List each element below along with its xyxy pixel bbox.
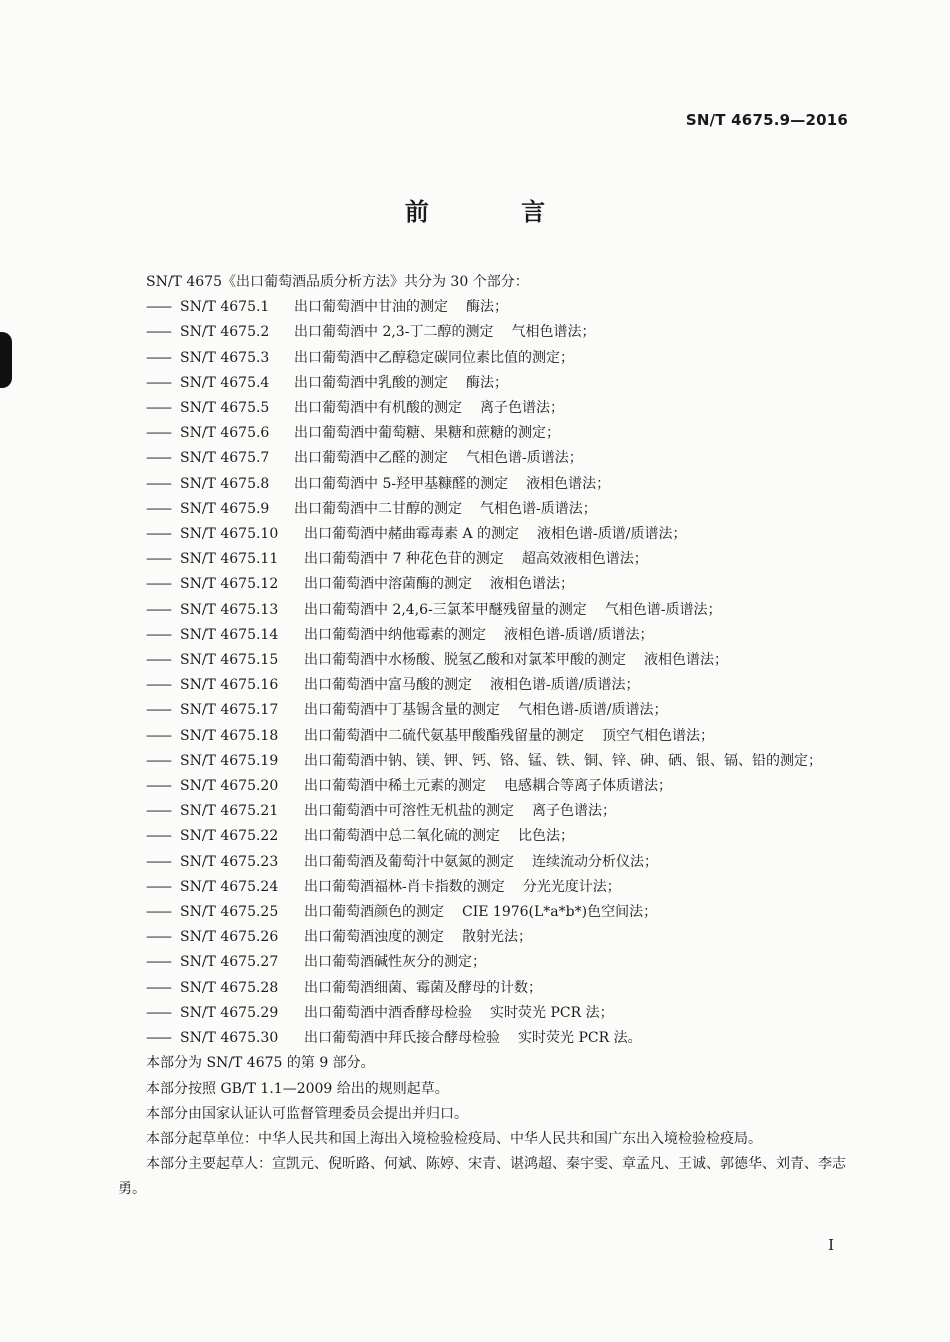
part-method: 比色法； xyxy=(518,828,574,845)
part-name: 出口葡萄酒中水杨酸、脱氢乙酸和对氯苯甲酸的测定 xyxy=(304,652,626,669)
part-method: 气相色谱-质谱法； xyxy=(466,450,583,467)
list-dash: —— xyxy=(146,475,170,492)
list-item xyxy=(118,648,858,673)
list-dash: —— xyxy=(146,1030,170,1047)
foreword-paragraph: 本部分起草单位：中华人民共和国上海出入境检验检疫局、中华人民共和国广东出入境检验检疫局。 xyxy=(146,1130,762,1147)
part-code: SN/T 4675.5 xyxy=(180,400,270,417)
part-method: 气相色谱-质谱法； xyxy=(480,500,597,517)
list-dash: —— xyxy=(146,878,170,895)
list-item xyxy=(118,572,858,597)
part-name: 出口葡萄酒中 7 种花色苷的测定 xyxy=(304,551,504,568)
part-name: 出口葡萄酒中钠、镁、钾、钙、铬、锰、铁、铜、锌、砷、硒、银、镉、铅的测定； xyxy=(304,752,822,769)
list-dash: —— xyxy=(146,677,170,694)
part-name: 出口葡萄酒福林-肖卡指数的测定 xyxy=(304,878,505,895)
part-name: 出口葡萄酒碱性灰分的测定； xyxy=(304,954,486,971)
part-name: 出口葡萄酒中甘油的测定 xyxy=(294,299,448,316)
standard-code-header: SN/T 4675.9—2016 xyxy=(685,111,848,129)
part-code: SN/T 4675.29 xyxy=(180,1004,279,1021)
part-method: 气相色谱-质谱/质谱法； xyxy=(518,702,668,719)
part-name: 出口葡萄酒中可溶性无机盐的测定 xyxy=(304,803,514,820)
list-item xyxy=(118,673,858,698)
list-dash: —— xyxy=(146,828,170,845)
part-method: 散射光法； xyxy=(462,929,532,946)
part-name: 出口葡萄酒中二硫代氨基甲酸酯残留量的测定 xyxy=(304,727,584,744)
part-method: 超高效液相色谱法； xyxy=(521,551,648,568)
part-name: 出口葡萄酒中 2,3-丁二醇的测定 xyxy=(294,324,494,341)
part-list xyxy=(118,295,858,1051)
part-code: SN/T 4675.27 xyxy=(180,954,279,971)
part-method: 离子色谱法； xyxy=(532,803,616,820)
part-method: 离子色谱法； xyxy=(480,400,564,417)
part-name: 出口葡萄酒中酒香酵母检验 xyxy=(304,1004,472,1021)
list-item xyxy=(118,1026,858,1051)
part-method: 分光光度计法； xyxy=(522,878,621,895)
list-item xyxy=(118,925,858,950)
part-code: SN/T 4675.28 xyxy=(180,979,279,996)
list-item xyxy=(118,497,858,522)
part-code: SN/T 4675.22 xyxy=(180,828,279,845)
list-item xyxy=(118,950,858,975)
list-item xyxy=(118,320,858,345)
part-code: SN/T 4675.1 xyxy=(180,299,270,316)
part-code: SN/T 4675.10 xyxy=(180,526,279,543)
list-item xyxy=(118,598,858,623)
list-dash: —— xyxy=(146,778,170,795)
part-code: SN/T 4675.14 xyxy=(180,626,279,643)
part-code: SN/T 4675.7 xyxy=(180,450,270,467)
part-name: 出口葡萄酒中葡萄糖、果糖和蔗糖的测定； xyxy=(294,425,560,442)
part-method: 实时荧光 PCR 法。 xyxy=(518,1030,642,1047)
list-dash: —— xyxy=(146,652,170,669)
list-dash: —— xyxy=(146,551,170,568)
list-dash: —— xyxy=(146,374,170,391)
part-code: SN/T 4675.20 xyxy=(180,778,279,795)
part-code: SN/T 4675.19 xyxy=(180,752,279,769)
list-dash: —— xyxy=(146,601,170,618)
list-dash: —— xyxy=(146,702,170,719)
intro-line: SN/T 4675《出口葡萄酒品质分析方法》共分为 30 个部分： xyxy=(146,274,529,290)
list-item xyxy=(118,774,858,799)
part-name: 出口葡萄酒中有机酸的测定 xyxy=(294,400,462,417)
list-dash: —— xyxy=(146,500,170,517)
part-code: SN/T 4675.21 xyxy=(180,803,279,820)
list-dash: —— xyxy=(146,727,170,744)
list-item xyxy=(118,875,858,900)
list-item xyxy=(118,824,858,849)
list-dash: —— xyxy=(146,299,170,316)
part-method: 酶法； xyxy=(466,299,508,316)
part-code: SN/T 4675.26 xyxy=(180,929,279,946)
list-dash: —— xyxy=(146,752,170,769)
part-name: 出口葡萄酒中丁基锡含量的测定 xyxy=(304,702,500,719)
list-item xyxy=(118,446,858,471)
part-method: 电感耦合等离子体质谱法； xyxy=(504,778,672,795)
list-item xyxy=(118,900,858,925)
list-dash: —— xyxy=(146,1004,170,1021)
part-code: SN/T 4675.18 xyxy=(180,727,279,744)
part-name: 出口葡萄酒中乙醇稳定碳同位素比值的测定； xyxy=(294,349,574,366)
part-method: 液相色谱法； xyxy=(644,652,728,669)
part-method: 液相色谱-质谱/质谱法； xyxy=(490,677,640,694)
part-name: 出口葡萄酒颜色的测定 xyxy=(304,904,444,921)
part-method: 液相色谱法； xyxy=(526,475,611,492)
foreword-paragraphs xyxy=(118,1051,858,1202)
part-name: 出口葡萄酒中乳酸的测定 xyxy=(294,374,448,391)
part-name: 出口葡萄酒浊度的测定 xyxy=(304,929,444,946)
part-method: 连续流动分析仪法； xyxy=(532,853,658,870)
list-dash: —— xyxy=(146,425,170,442)
list-item xyxy=(118,724,858,749)
part-name: 出口葡萄酒中赭曲霉毒素 A 的测定 xyxy=(304,526,520,543)
part-code: SN/T 4675.25 xyxy=(180,904,279,921)
list-item xyxy=(118,295,858,320)
list-item xyxy=(118,371,858,396)
part-name: 出口葡萄酒中 2,4,6-三氯苯甲醚残留量的测定 xyxy=(304,601,587,618)
part-method: 实时荧光 PCR 法； xyxy=(490,1004,614,1021)
list-item xyxy=(118,421,858,446)
foreword-content xyxy=(118,270,858,1203)
list-item xyxy=(118,396,858,421)
part-name: 出口葡萄酒中富马酸的测定 xyxy=(304,677,472,694)
list-dash: —— xyxy=(146,526,170,543)
part-method: 液相色谱-质谱/质谱法； xyxy=(537,526,687,543)
part-name: 出口葡萄酒中稀土元素的测定 xyxy=(304,778,486,795)
list-item xyxy=(118,850,858,875)
list-dash: —— xyxy=(146,954,170,971)
foreword-paragraph: 本部分为 SN/T 4675 的第 9 部分。 xyxy=(146,1055,375,1072)
part-method: 酶法； xyxy=(466,374,508,391)
part-code: SN/T 4675.4 xyxy=(180,374,270,391)
list-dash: —— xyxy=(146,803,170,820)
part-name: 出口葡萄酒中 5-羟甲基糠醛的测定 xyxy=(294,475,509,492)
list-dash: —— xyxy=(146,626,170,643)
part-method: 液相色谱-质谱/质谱法； xyxy=(504,626,654,643)
page-number: I xyxy=(828,1236,834,1254)
part-method: 顶空气相色谱法； xyxy=(602,727,714,744)
part-name: 出口葡萄酒中乙醛的测定 xyxy=(294,450,448,467)
list-item xyxy=(118,1001,858,1026)
part-code: SN/T 4675.12 xyxy=(180,576,279,593)
part-name: 出口葡萄酒中总二氧化硫的测定 xyxy=(304,828,500,845)
part-method: 气相色谱法； xyxy=(511,324,596,341)
list-item xyxy=(118,623,858,648)
part-name: 出口葡萄酒细菌、霉菌及酵母的计数； xyxy=(304,979,542,996)
list-item xyxy=(118,346,858,371)
list-item xyxy=(118,472,858,497)
part-name: 出口葡萄酒中纳他霉素的测定 xyxy=(304,626,486,643)
list-dash: —— xyxy=(146,400,170,417)
part-code: SN/T 4675.8 xyxy=(180,475,270,492)
part-name: 出口葡萄酒及葡萄汁中氨氮的测定 xyxy=(304,853,514,870)
foreword-paragraph: 本部分主要起草人：宣凯元、倪昕路、何斌、陈婷、宋青、谌鸿超、秦宇雯、章孟凡、王诚、郭德华、刘青、李志勇。 xyxy=(118,1156,846,1198)
list-item xyxy=(118,976,858,1001)
list-item xyxy=(118,547,858,572)
foreword-paragraph: 本部分按照 GB/T 1.1—2009 给出的规则起草。 xyxy=(146,1080,449,1097)
list-dash: —— xyxy=(146,853,170,870)
list-item xyxy=(118,522,858,547)
list-item xyxy=(118,698,858,723)
part-code: SN/T 4675.3 xyxy=(180,349,270,366)
part-code: SN/T 4675.13 xyxy=(180,601,279,618)
list-item xyxy=(118,799,858,824)
part-code: SN/T 4675.6 xyxy=(180,425,270,442)
part-name: 出口葡萄酒中二甘醇的测定 xyxy=(294,500,462,517)
list-dash: —— xyxy=(146,929,170,946)
part-code: SN/T 4675.15 xyxy=(180,652,279,669)
part-code: SN/T 4675.2 xyxy=(180,324,270,341)
part-code: SN/T 4675.11 xyxy=(180,551,279,568)
part-name: 出口葡萄酒中溶菌酶的测定 xyxy=(304,576,472,593)
list-dash: —— xyxy=(146,904,170,921)
list-dash: —— xyxy=(146,979,170,996)
part-code: SN/T 4675.9 xyxy=(180,500,270,517)
list-item xyxy=(118,749,858,774)
part-code: SN/T 4675.30 xyxy=(180,1030,279,1047)
list-dash: —— xyxy=(146,450,170,467)
foreword-paragraph: 本部分由国家认证认可监督管理委员会提出并归口。 xyxy=(146,1105,468,1122)
part-method: 气相色谱-质谱法； xyxy=(604,601,722,618)
part-code: SN/T 4675.17 xyxy=(180,702,279,719)
list-dash: —— xyxy=(146,349,170,366)
page-title: 前 言 xyxy=(404,198,588,226)
list-dash: —— xyxy=(146,576,170,593)
part-code: SN/T 4675.16 xyxy=(180,677,279,694)
part-code: SN/T 4675.23 xyxy=(180,853,279,870)
part-method: 液相色谱法； xyxy=(490,576,574,593)
part-method: CIE 1976(L*a*b*)色空间法； xyxy=(462,904,658,921)
part-code: SN/T 4675.24 xyxy=(180,878,279,895)
part-name: 出口葡萄酒中拜氏接合酵母检验 xyxy=(304,1030,500,1047)
list-dash: —— xyxy=(146,324,170,341)
scan-binding-mark xyxy=(0,332,12,388)
